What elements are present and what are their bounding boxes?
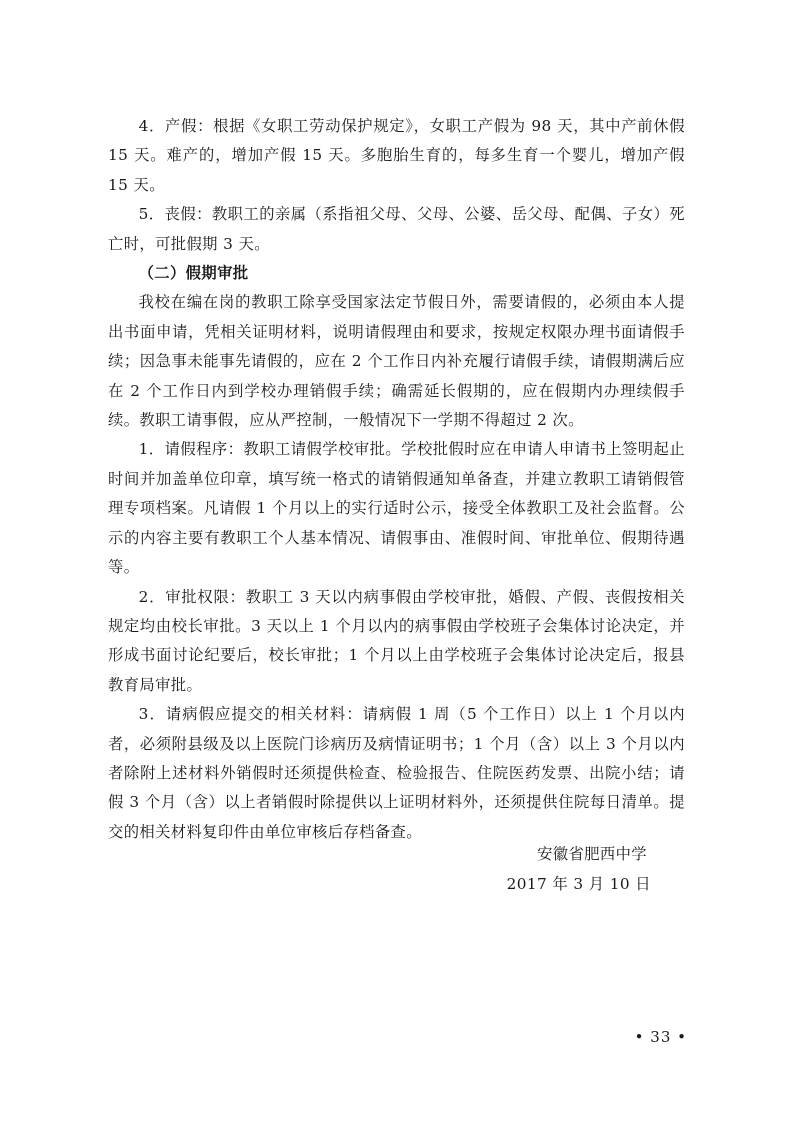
section-heading-leave-approval: （二）假期审批 [138,264,249,283]
signature-organization: 安徽省肥西中学 [537,845,647,863]
paragraph-approval-authority: 2．审批权限：教职工 3 天以内病事假由学校审批，婚假、产假、丧假按相关规定均由校长审批。3 天以上 1 个月以内的病事假由学校班子会集体讨论决定，并形成书面讨论纪要后，校长审批；1 个月以上由学校班子会集体讨论决定后，报县教育局审批。 [108,587,685,694]
document-body [108,112,685,847]
paragraph-maternity-leave: 4．产假：根据《女职工劳动保护规定》，女职工产假为 98 天，其中产前休假 15 天。难产的，增加产假 15 天。多胞胎生育的，每多生育一个婴儿，增加产假 15 天。 [108,117,685,194]
paragraph-bereavement-leave: 5．丧假：教职工的亲属（系指祖父母、父母、公婆、岳父母、配偶、子女）死亡时，可批假期 3 天。 [108,205,685,253]
paragraph-sick-leave-materials: 3．请病假应提交的相关材料：请病假 1 周（5 个工作日）以上 1 个月以内者，必须附县级及以上医院门诊病历及病情证明书；1 个月（含）以上 3 个月以内者除附上述材料外销假时还须提供检查、检验报告、住院医药发票、出院小结；请假 3 个月（含）以上者销假时除提供以上证明材料外，还须提供住院每日清单。提交的相关材料复印件由单位审核后存档备查。 [108,705,685,841]
paragraph-leave-procedure: 1．请假程序：教职工请假学校审批。学校批假时应在申请人申请书上签明起止时间并加盖单位印章，填写统一格式的请销假通知单备查，并建立教职工请销假管理专项档案。凡请假 1 个月以上的实行适时公示，接受全体教职工及社会监督。公示的内容主要有教职工个人基本情况、请假事由、准假时间、审批单位、假期待遇等。 [108,440,685,577]
signature-date: 2017 年 3 月 10 日 [506,875,651,893]
paragraph-leave-approval-intro: 我校在编在岗的教职工除享受国家法定节假日外，需要请假的，必须由本人提出书面申请，凭相关证明材料，说明请假理由和要求，按规定权限办理书面请假手续；因急事未能事先请假的，应在 2 个工作日内补充履行请假手续，请假期满后应在 2 个工作日内到学校办理销假手续；确需延长假期的，应在假期内办理续假手续。教职工请事假，应从严控制，一般情况下一学期不得超过 2 次。 [108,293,685,430]
page-number: • 33 • [634,1028,687,1046]
